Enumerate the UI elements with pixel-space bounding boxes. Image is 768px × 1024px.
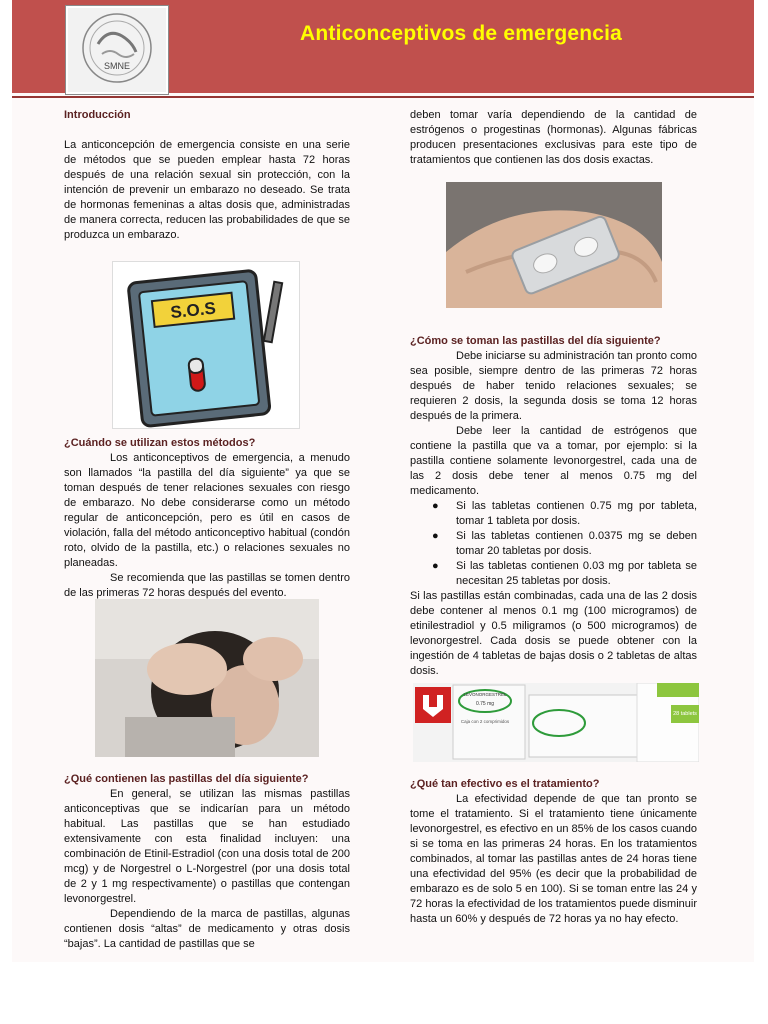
- distressed-woman-photo: [95, 599, 319, 757]
- header-banner: [12, 0, 754, 93]
- intro-text: La anticoncepción de emergencia consiste en una serie de métodos que se pueden emplear hasta 72 horas después de una relación sexual sin protección, con la intención de prevenir un embarazo no deseado. Se trata de hormonas femeninas a altas dosis que, administradas de manera correcta, reducen las probabilidades de que se produzca un embarazo.: [64, 139, 350, 241]
- dose-bullet-3: ● Si las tabletas contienen 0.03 mg por tableta se necesitan 25 tabletas por dosis.: [432, 560, 697, 587]
- header-divider: [12, 96, 754, 98]
- cont-text: deben tomar varía dependiendo de la cantidad de estrógenos o progestinas (hormonas). Algunas fábricas producen presentaciones exclusivas para este tipo de tratamientos que contienen las dos dosis exactas.: [410, 109, 697, 166]
- contain-section: [64, 772, 350, 952]
- when-section: [64, 436, 350, 601]
- effective-text: La efectividad depende de que tan pronto se tome el tratamiento. Si el tratamiento tiene únicamente levonorgestrel, es efectivo en un 85% de los casos cuando si se toma en las primeras 24 horas. En los tratamientos combinados, al tomar las pastillas antes de 24 horas tiene una efectividad del 95% (es decir que la probabilidad de embarazo es de solo 5 en 100). Si se toman entre las 24 y 72 horas la efectividad de los tratamientos puede disminuir hasta un 60% y después de 72 horas ya no hay efecto.: [410, 793, 697, 925]
- svg-text:LEVONORGESTREL: LEVONORGESTREL: [463, 692, 507, 697]
- how-paragraph-2: Debe leer la cantidad de estrógenos que contiene la pastilla que va a tomar, por ejemplo: si la pastilla contiene solamente levonorgestrel, cada una de las 2 dosis debe tener al menos 0.75 mg del medicamento.: [410, 425, 697, 497]
- when-heading: ¿Cuándo se utilizan estos métodos?: [64, 437, 256, 449]
- intro-section: [64, 108, 350, 243]
- bullet-dot-icon: ●: [432, 500, 439, 512]
- pill-in-hand-photo: [446, 182, 662, 308]
- svg-text:SMNE: SMNE: [103, 61, 131, 71]
- svg-text:28 tablets: 28 tablets: [673, 711, 697, 717]
- bullet-dot-icon: ●: [432, 560, 439, 572]
- combined-text: Si las pastillas están combinadas, cada una de las 2 dosis debe contener al menos 0.1 mg (100 microgramos) de etinilestradiol y 0.5 miligramos (o 500 microgramos) de levonorgestrel. Cada dosis se puede obtener con la ingestión de 4 tabletas de bajas dosis o 2 tabletas de altas dosis.: [410, 590, 697, 677]
- contain-paragraph-1: En general, se utilizan las mismas pastillas anticonceptivas que se indicarían para un método habitual. Las pastillas que se han estudiado extensivamente con esta finalidad incluyen: una combinación de Etinil-Estradiol (con una dosis total de 200 mcg) y de Norgestrel o L-Norgestrel (por una dosis total de 2 y 1 mg respectivamente) o pastillas que contengan levonorgestrel.: [64, 788, 350, 905]
- page-sheet: [12, 0, 754, 962]
- cont-section: [410, 108, 697, 168]
- dose-bullet-1: ● Si las tabletas contienen 0.75 mg por tableta, tomar 1 tableta por dosis.: [432, 500, 697, 527]
- svg-text:S.O.S: S.O.S: [169, 298, 217, 323]
- sos-illustration: [112, 261, 300, 429]
- effective-section: [410, 777, 697, 927]
- dose-bullet-2: ● Si las tabletas contienen 0.0375 mg se deben tomar 20 tabletas por dosis.: [432, 530, 697, 557]
- svg-text:0.75 mg: 0.75 mg: [475, 701, 495, 707]
- when-paragraph-2: Se recomienda que las pastillas se tomen dentro de las primeras 72 horas después del evento.: [64, 572, 350, 599]
- how-heading: ¿Cómo se toman las pastillas del día siguiente?: [410, 335, 661, 347]
- smne-logo: [66, 6, 168, 94]
- effective-heading: ¿Qué tan efectivo es el tratamiento?: [410, 778, 600, 790]
- bullet-dot-icon: ●: [432, 530, 439, 542]
- page-title: Anticonceptivos de emergencia: [300, 22, 623, 45]
- how-section: [410, 334, 697, 679]
- contain-paragraph-2: Dependiendo de la marca de pastillas, algunas contienen dosis “altas” de medicamento y otras dosis “bajas”. La cantidad de pastillas que se: [64, 908, 350, 950]
- svg-text:Caja con 2 comprimidos: Caja con 2 comprimidos: [460, 719, 510, 724]
- medication-boxes-photo: [413, 683, 699, 762]
- intro-heading: Introducción: [64, 109, 131, 121]
- when-paragraph-1: Los anticonceptivos de emergencia, a menudo son llamados “la pastilla del día siguiente” ya que se toman después de tener relaciones sexuales con riesgo de embarazo. No debe considerarse como un método regular de anticoncepción, pero es útil en casos de violación, falla del método anticonceptivo habitual (condón roto, olvido de la pastilla, etc.) o relaciones sexuales no planeadas.: [64, 452, 350, 569]
- how-paragraph-1: Debe iniciarse su administración tan pronto como sea posible, siempre dentro de las primeras 72 horas después de haber tenido relaciones sexuales; se requieren 2 dosis, la segunda dosis se toma 12 horas después de la primera.: [410, 350, 697, 422]
- contain-heading: ¿Qué contienen las pastillas del día siguiente?: [64, 773, 309, 785]
